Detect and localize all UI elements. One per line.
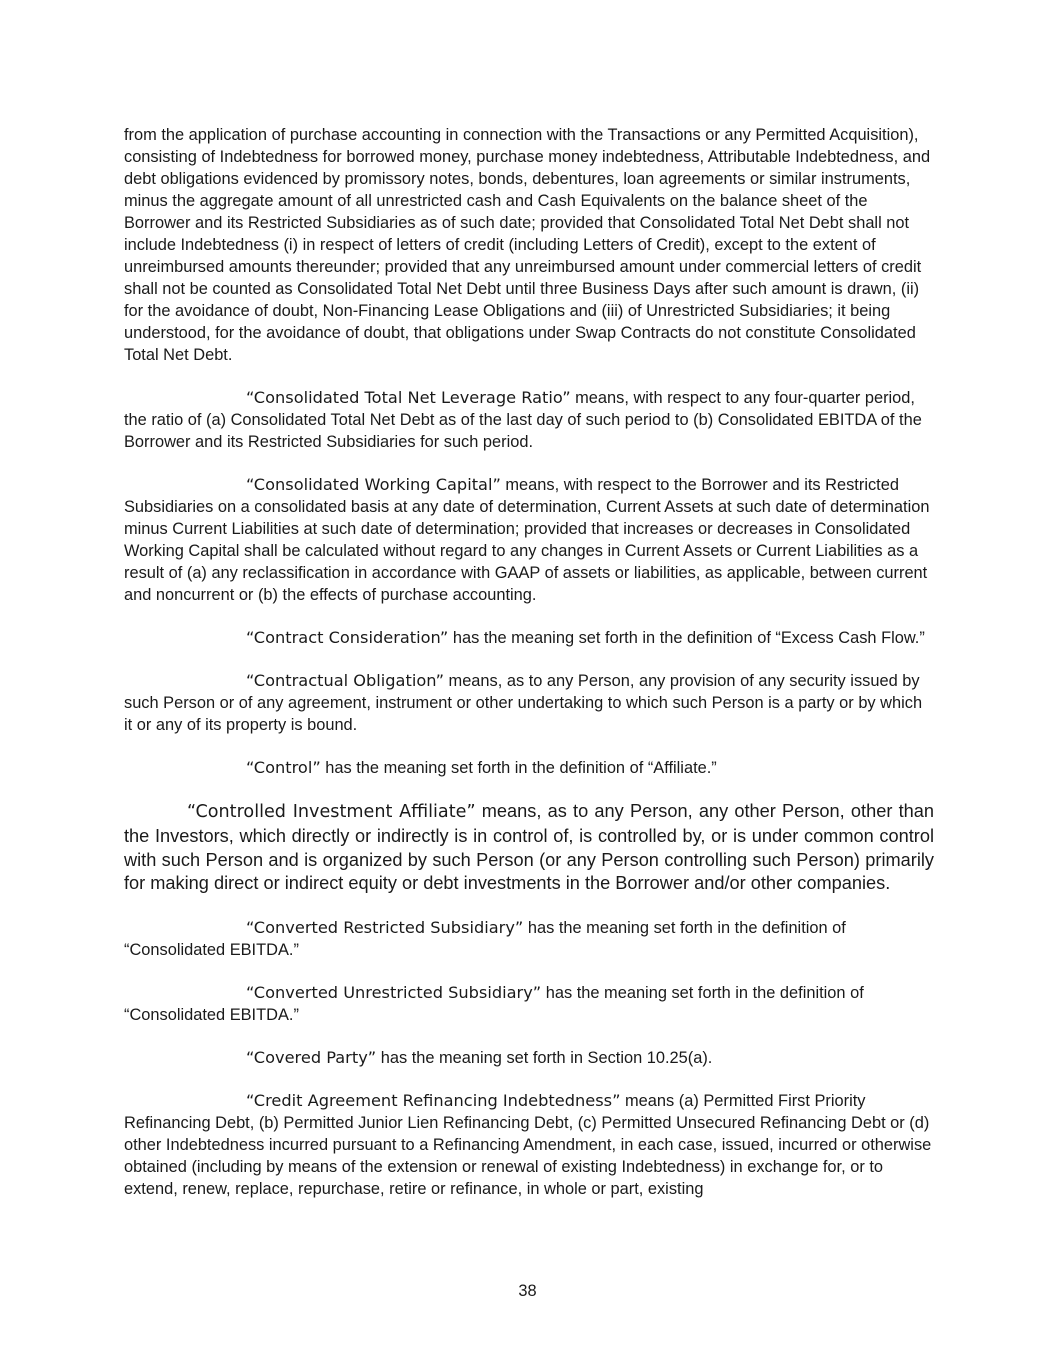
paragraph-text: from the application of purchase accounting in connection with the Transactions or any Permitted Acquisition), consisting of Indebtedness for borrowed money, purchase money indebtedness, Attributable Indebtedness, and debt obligations evidenced by promissory notes, bonds, debentures, loan agreements or similar instruments, minus the aggregate amount of all unrestricted cash and Cash Equivalents on the balance sheet of the Borrower and its Restricted Subsidiaries as of such date; provided that Consolidated Total Net Debt shall not include Indebtedness (i) in respect of letters of credit (including Letters of Credit), except to the extent of unreimbursed amounts thereunder; provided that any unreimbursed amount under commercial letters of credit shall not be counted as Consolidated Total Net Debt until three Business Days after such amount is drawn, (ii) for the avoidance of doubt, Non-Financing Lease Obligations and (iii) of Unrestricted Subsidiaries; it being understood, for the avoidance of doubt, that obligations under Swap Contracts do not constitute Consolidated Total Net Debt. (124, 126, 931, 364)
definition-consolidated-working-capital (124, 474, 934, 606)
document-page (124, 124, 934, 1221)
defined-term: “Contract Consideration” (246, 628, 449, 647)
definition-text: has the meaning set forth in the definition of “Consolidated EBITDA.” (124, 919, 846, 960)
definition-text: means, as to any Person, any other Person, other than the Investors, which directly or indirectly is in control of, is controlled by, or is under common control with such Person and is organized by such Person (or any Person controlling such Person) primarily for making direct or indirect equity or debt investments in the Borrower and/or other companies. (124, 801, 934, 894)
defined-term: “Contractual Obligation” (246, 671, 444, 690)
definition-credit-agreement-refinancing-indebtedness (124, 1090, 934, 1200)
definition-control (124, 757, 934, 779)
definition-text: has the meaning set forth in the definition of “Consolidated EBITDA.” (124, 984, 864, 1025)
defined-term: “Covered Party” (246, 1048, 377, 1068)
definition-text: means, with respect to the Borrower and its Restricted Subsidiaries on a consolidated basis at any date of determination, Current Assets at such date of determination minus Current Liabilities at such date of determination; provided that increases or decreases in Consolidated Working Capital shall be calculated without regard to any changes in Current Assets or Current Liabilities as a result of (a) any reclassification in accordance with GAAP of assets or liabilities, as applicable, between current and noncurrent or (b) the effects of purchase accounting. (124, 476, 930, 604)
definition-text: means, with respect to any four-quarter period, the ratio of (a) Consolidated Total Net Debt as of the last day of such period to (b) Consolidated EBITDA of the Borrower and its Restricted Subsidiaries for such period. (124, 389, 922, 451)
definition-text: has the meaning set forth in Section 10.25(a). (376, 1049, 713, 1068)
defined-term: “Consolidated Working Capital” (246, 475, 501, 494)
defined-term: “Consolidated Total Net Leverage Ratio” (246, 388, 571, 407)
definition-covered-party (124, 1047, 934, 1069)
definition-contract-consideration (124, 627, 934, 649)
definition-consolidated-total-net-leverage-ratio (124, 387, 934, 453)
definition-text: has the meaning set forth in the definition of “Excess Cash Flow.” (448, 629, 925, 647)
defined-term: “Control” (246, 758, 321, 777)
definition-text: means (a) Permitted First Priority Refinancing Debt, (b) Permitted Junior Lien Refinancing Debt, (c) Permitted Unsecured Refinancing Debt or (d) other Indebtedness incurred pursuant to a Refinancing Amendment, in each case, issued, incurred or otherwise obtained (including by means of the extension or renewal of existing Indebtedness) in exchange for, or to extend, renew, replace, repurchase, retire or refinance, in whole or part, existing (124, 1092, 932, 1199)
defined-term: “Converted Restricted Subsidiary” (246, 918, 524, 938)
definition-converted-restricted-subsidiary (124, 917, 934, 961)
definition-converted-unrestricted-subsidiary (124, 982, 934, 1026)
definition-controlled-investment-affiliate (124, 800, 934, 896)
paragraph-consolidated-total-net-debt-continued (124, 124, 934, 366)
definition-contractual-obligation (124, 670, 934, 736)
defined-term: “Credit Agreement Refinancing Indebtedness” (246, 1091, 621, 1111)
definition-text: has the meaning set forth in the definition of “Affiliate.” (320, 759, 717, 777)
page-number: 38 (518, 1282, 537, 1300)
defined-term: “Converted Unrestricted Subsidiary” (246, 983, 542, 1003)
defined-term: “Controlled Investment Affiliate” (187, 802, 476, 822)
definition-text: means, as to any Person, any provision of any security issued by such Person or of any agreement, instrument or other undertaking to which such Person is a party or by which it or any of its property is bound. (124, 672, 923, 734)
